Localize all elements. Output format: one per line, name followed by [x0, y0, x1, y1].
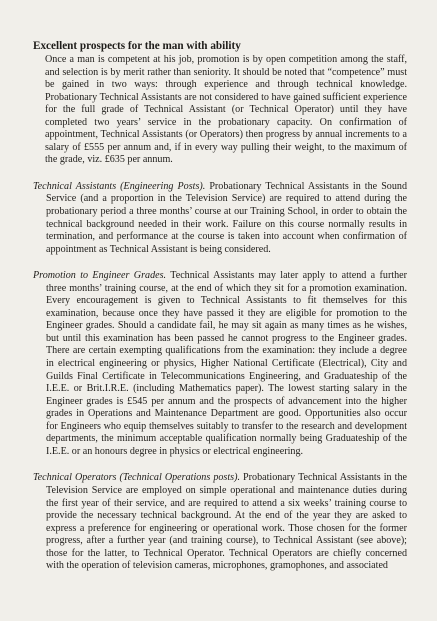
paragraph-promotion: Once a man is competent at his job, promotion is by open competition among the staff, and selection is by merit rather than seniority. It should be noted that “competence” must be gained in two ways: through experience and through technical knowledge. Probationary Technical Assistants are not considered to have gained sufficient experience for the full grade of Technical Assistant (or Technical Operator) until they have completed two years’ service in the probationary capacity. On confirmation of appointment, Technical Assistants (or Operators) then progress by annual increments to a salary of £555 per annum and, if in every way pulling their weight, to the maximum of the grade, viz. £635 per annum.: [45, 54, 407, 166]
text-technical-assistants: Probationary Technical Assistants in the Sound Service (and a proportion in the Television Service) are required to attend during the probationary period a three months’ course at our Training School, in order to obtain the technical background needed in their work. Failure on this course normally results in termination, and performance at the course is taken into account when confirmation of appointment as Technical Assistant is being considered.: [46, 180, 407, 255]
paragraph-technical-assistants: [33, 181, 407, 256]
paragraph-technical-operators: [33, 472, 407, 572]
text-engineer-grades: Technical Assistants may later apply to attend a further three months’ training course, at the end of which they sit for a promotion examination. Every encouragement is given to Technical Assistants to fit themselves for this examination, because once they have passed it they are eligible for promotion to the Engineer grades. Should a candidate fail, he may sit again as many times as he wishes, but until this examination has been passed he cannot progress to the Engineer grades. There are certain exempting qualifications from the examination: they include a degree in electrical engineering or physics, Higher National Certificate (Electrical), City and Guilds Final Certificate in Telecommunications Engineering, and Graduateship of the I.E.E. or Brit.I.R.E. (including Mathematics paper). The lowest starting salary in the Engineer grades is £545 per annum and the prospects of advancement into the higher grades in Operations and Maintenance Department are good. Opportunities also occur for Engineers who equip themselves suitably to transfer to the research and development departments, the minimum acceptable qualification normally being Graduateship of the I.E.E. or an honours degree in physics or electrical engineering.: [46, 270, 408, 457]
section-heading: Excellent prospects for the man with ability: [33, 40, 241, 52]
paragraph-engineer-grades: [33, 270, 407, 458]
lead-technical-assistants: Technical Assistants (Engineering Posts).: [33, 180, 206, 192]
text-technical-operators: Probationary Technical Assistants in the Television Service are employed on simple operational and maintenance duties during the first year of their service, and are required to attend a six weeks’ training course to provide the necessary technical background. At the end of the year they are asked to express a preference for engineering or operational work. Those chosen for the former progress, after a further year (and training course), to Technical Assistant (see above); those for the latter, to Technical Operator. Technical Operators are chiefly concerned with the operation of television cameras, microphones, gramophones, and associated: [46, 472, 407, 572]
lead-technical-operators: Technical Operators (Technical Operations posts).: [33, 472, 240, 484]
lead-engineer-grades: Promotion to Engineer Grades.: [33, 270, 167, 282]
